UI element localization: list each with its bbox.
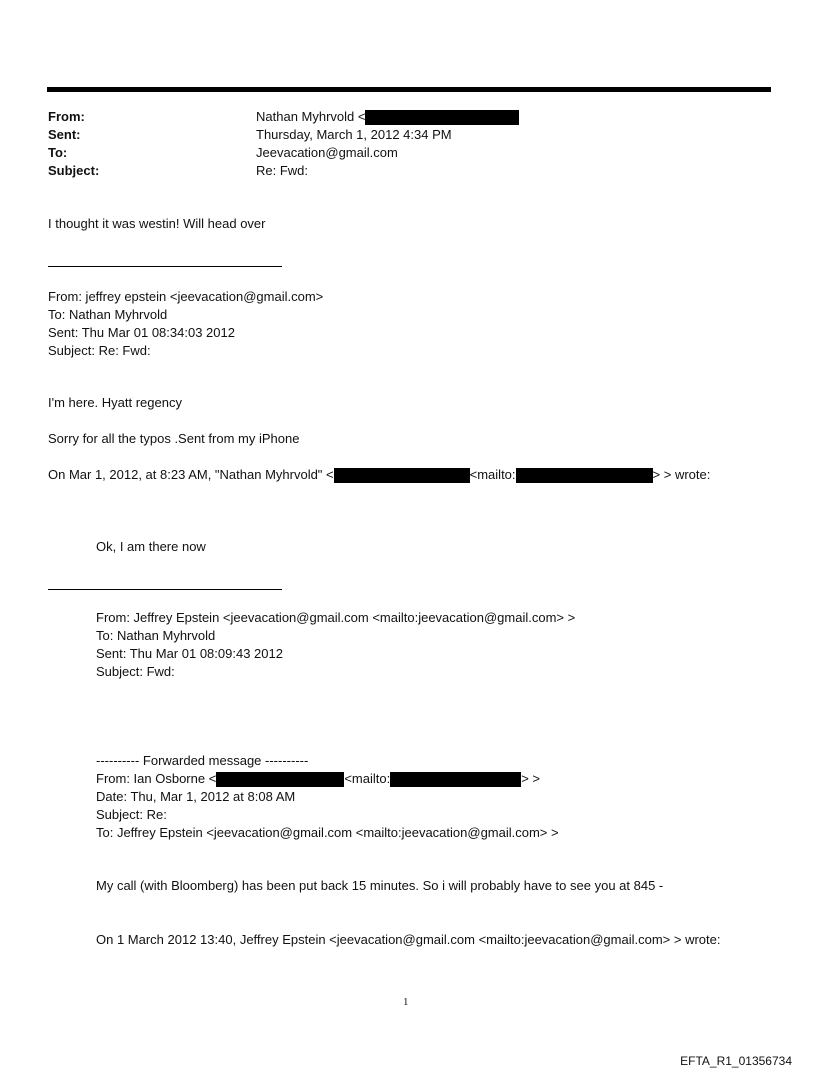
redaction-box (390, 772, 521, 787)
msg2-sent: Sent: Thu Mar 01 08:34:03 2012 (48, 325, 235, 340)
redaction-box (516, 468, 653, 483)
header-from-row (48, 108, 519, 126)
msg2-body: I'm here. Hyatt regency (48, 395, 182, 410)
header-subject-row (48, 162, 519, 180)
from-label: From: (48, 109, 85, 124)
msg2-subject: Subject: Re: Fwd: (48, 343, 151, 358)
sent-label: Sent: (48, 127, 81, 142)
document-id: EFTA_R1_01356734 (680, 1054, 792, 1068)
from-value (256, 108, 519, 126)
subject-value: Re: Fwd: (256, 163, 309, 178)
fwd-from-suffix: > > (521, 771, 540, 786)
email-header (48, 108, 519, 180)
fwd-date: Date: Thu, Mar 1, 2012 at 8:08 AM (96, 789, 296, 804)
quote-prefix: On Mar 1, 2012, at 8:23 AM, "Nathan Myhrvold" < (48, 467, 334, 482)
msg2-signature: Sorry for all the typos .Sent from my iPhone (48, 431, 300, 446)
msg3-sent: Sent: Thu Mar 01 08:09:43 2012 (96, 646, 283, 661)
quote-mailto: <mailto: (469, 467, 516, 482)
subject-label: Subject: (48, 163, 100, 178)
redaction-box (216, 772, 344, 787)
redaction-box (334, 468, 470, 483)
msg3-from: From: Jeffrey Epstein <jeevacation@gmail.com <mailto:jeevacation@gmail.com> > (96, 610, 576, 625)
separator-line (48, 589, 282, 590)
body-text-1: I thought it was westin! Will head over (48, 216, 266, 231)
message-2-header (48, 288, 323, 360)
forwarded-header (96, 752, 559, 842)
msg2-from: From: jeffrey epstein <jeevacation@gmail.com> (48, 289, 324, 304)
from-name: Nathan Myhrvold < (256, 109, 366, 124)
fwd-subject: Subject: Re: (96, 807, 167, 822)
msg3-to: To: Nathan Myhrvold (96, 628, 216, 643)
header-sent-row (48, 126, 519, 144)
header-rule (47, 87, 771, 92)
msg3-body: Ok, I am there now (96, 539, 206, 554)
fwd-from-mailto: <mailto: (344, 771, 391, 786)
quote-suffix: > > wrote: (652, 467, 711, 482)
msg3-subject: Subject: Fwd: (96, 664, 175, 679)
forwarded-banner: ---------- Forwarded message ---------- (96, 753, 309, 768)
fwd-from-prefix: From: Ian Osborne < (96, 771, 217, 786)
redaction-box (365, 110, 519, 125)
page-number: 1 (403, 996, 409, 1008)
message-3-header (96, 609, 575, 681)
fwd-to: To: Jeffrey Epstein <jeevacation@gmail.com <mailto:jeevacation@gmail.com> > (96, 825, 559, 840)
fwd-from (96, 770, 559, 788)
sent-value: Thursday, March 1, 2012 4:34 PM (256, 127, 452, 142)
fwd-body: My call (with Bloomberg) has been put back 15 minutes. So i will probably have to see you at 845 - (96, 878, 664, 893)
to-label: To: (48, 145, 68, 160)
separator-line (48, 266, 282, 267)
to-value: Jeevacation@gmail.com (256, 145, 398, 160)
header-to-row (48, 144, 519, 162)
fwd-quote-line: On 1 March 2012 13:40, Jeffrey Epstein <jeevacation@gmail.com <mailto:jeevacation@gmail.com> > wrote: (96, 932, 721, 947)
msg2-quote-line (48, 466, 710, 484)
msg2-to: To: Nathan Myhrvold (48, 307, 168, 322)
